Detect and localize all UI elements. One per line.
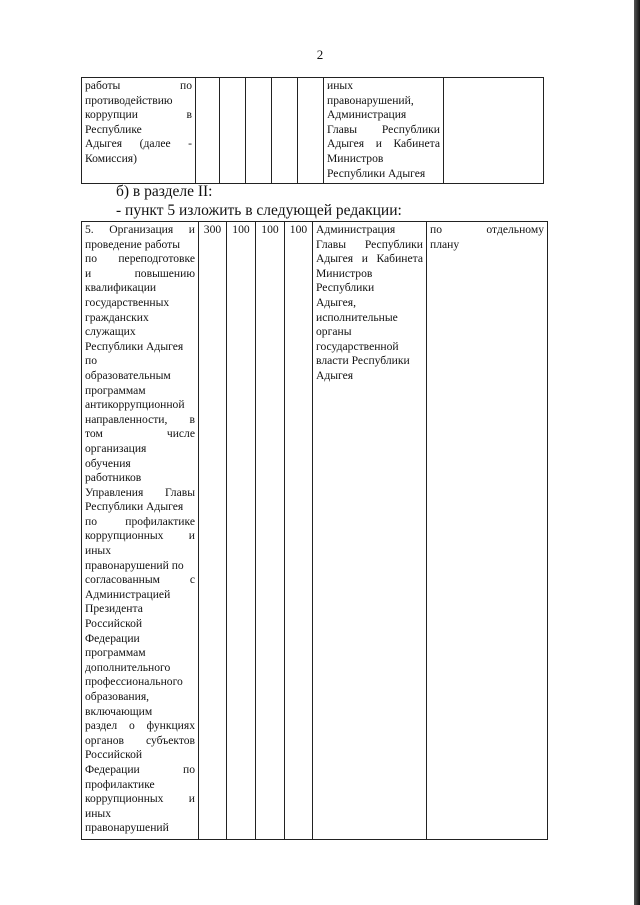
text-line: раздел о функциях — [85, 719, 195, 733]
text-line: Администрацией — [85, 587, 171, 601]
text-line: коррупционных и — [85, 792, 195, 806]
text-line: Министров — [327, 151, 384, 165]
text-line: образовательным — [85, 368, 171, 382]
deadline-cell — [427, 222, 548, 840]
text-line: антикоррупционной — [85, 398, 185, 412]
text-line: исполнительные — [316, 310, 398, 324]
year-value-cell: 100 — [285, 222, 313, 840]
text-line: Администрация — [327, 108, 407, 122]
text-line: Главы Республики — [327, 122, 440, 136]
text-line: власти Республики — [316, 354, 410, 368]
item-heading: - пункт 5 изложить в следующей редакции: — [116, 202, 402, 219]
text-line: органов субъектов — [85, 733, 195, 747]
text-line: гражданских — [85, 310, 149, 324]
text-line: Адыгея, — [316, 295, 357, 309]
text-line: программам — [85, 646, 146, 660]
text-line: профессионального — [85, 675, 183, 689]
text-line: и повышению — [85, 266, 195, 280]
text-line: Республике — [85, 122, 142, 136]
text-line: 5. Организация и — [85, 223, 195, 236]
text-line: Министров — [316, 266, 373, 280]
text-line: правонарушений, — [327, 93, 414, 107]
text-line: Адыгея (далее - — [85, 137, 192, 151]
year-value-cell: 100 — [227, 222, 256, 840]
text-line: служащих — [85, 325, 136, 339]
text-line: Республики Адыгея — [327, 166, 426, 180]
text-line: согласованным с — [85, 573, 195, 587]
executors-cell — [324, 78, 444, 184]
text-line: иных — [85, 544, 111, 558]
text-line: включающим — [85, 704, 153, 718]
text-line: профилактике — [85, 777, 155, 791]
text-line: Администрация — [316, 223, 396, 236]
executors-cell — [313, 222, 427, 840]
empty-cell — [196, 78, 220, 184]
text-line: Адыгея и Кабинета — [316, 252, 423, 266]
text-line: том числе — [85, 427, 195, 441]
text-line: Управления Главы — [85, 485, 195, 499]
text-line: коррупционных и — [85, 529, 195, 543]
empty-cell — [272, 78, 298, 184]
text-line: Президента — [85, 602, 143, 616]
empty-cell — [298, 78, 324, 184]
text-line: Адыгея — [316, 368, 354, 382]
text-line: работы по — [85, 79, 192, 92]
text-line: Комиссия) — [85, 151, 137, 165]
text-line: Главы Республики — [316, 237, 423, 251]
text-line: Республики Адыгея — [85, 339, 184, 353]
text-line: правонарушений — [85, 821, 169, 835]
empty-cell — [246, 78, 272, 184]
text-line: иных — [327, 79, 353, 92]
text-line: правонарушений по — [85, 558, 184, 572]
text-line: организация — [85, 441, 147, 455]
text-line: противодействию — [85, 93, 173, 107]
text-line: направленности, в — [85, 412, 195, 426]
text-line: иных — [85, 806, 111, 820]
description-cell — [82, 222, 199, 840]
section-heading: б) в разделе II: — [116, 183, 213, 200]
text-line: государственных — [85, 295, 170, 309]
text-line: по — [85, 354, 98, 368]
text-line: дополнительного — [85, 660, 171, 674]
text-line: проведение работы — [85, 237, 181, 251]
text-line: Российской — [85, 748, 143, 762]
text-line: по отдельному — [430, 223, 544, 236]
text-line: образования, — [85, 690, 150, 703]
total-cell: 300 — [199, 222, 227, 840]
text-line: Адыгея и Кабинета — [327, 137, 440, 151]
table-item-5 — [81, 221, 548, 840]
text-line: Российской — [85, 617, 143, 631]
text-line: государственной — [316, 339, 399, 353]
text-line: Республики — [316, 281, 375, 295]
empty-cell — [444, 78, 544, 184]
text-line: квалификации — [85, 281, 157, 295]
year-value-cell: 100 — [256, 222, 285, 840]
description-cell — [82, 78, 196, 184]
text-line: обучения — [85, 456, 131, 470]
table-row — [82, 222, 548, 840]
page-number: 2 — [316, 47, 324, 62]
text-line: по переподготовке — [85, 252, 195, 266]
text-line: плану — [430, 237, 460, 251]
table-continuation — [81, 77, 544, 184]
text-line: Федерации — [85, 631, 140, 645]
text-line: Республики Адыгея — [85, 500, 184, 514]
scan-edge — [634, 0, 640, 905]
text-line: органы — [316, 325, 352, 339]
text-line: по профилактике — [85, 514, 195, 528]
empty-cell — [220, 78, 246, 184]
text-line: коррупции в — [85, 108, 192, 122]
text-line: программам — [85, 383, 146, 397]
table-row — [82, 78, 544, 184]
text-line: работников — [85, 471, 142, 485]
text-line: Федерации по — [85, 762, 195, 776]
